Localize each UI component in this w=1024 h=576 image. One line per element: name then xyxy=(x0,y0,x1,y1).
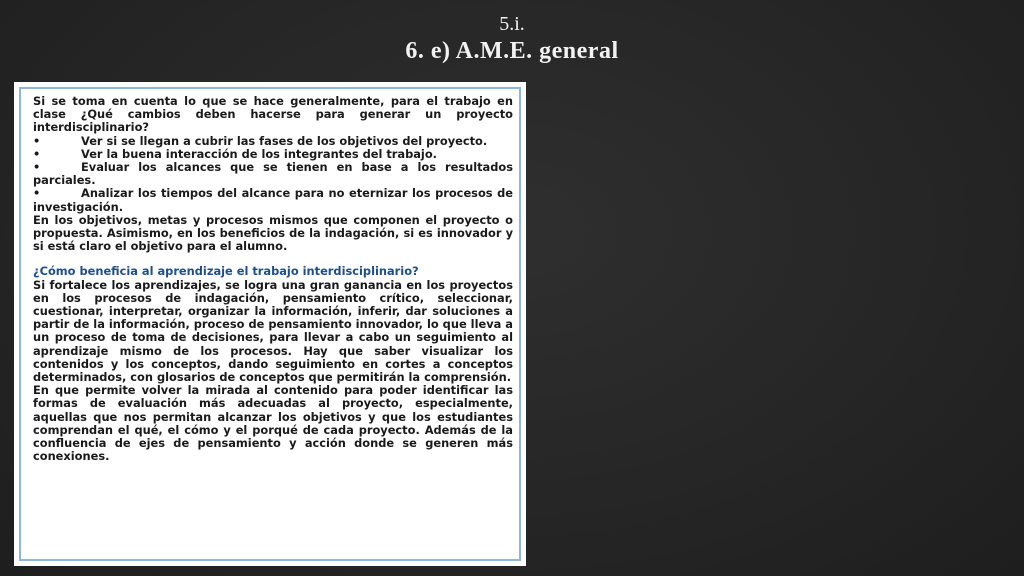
bullet-text: Ver la buena interacción de los integrantes del trabajo. xyxy=(81,146,437,161)
bullet-item xyxy=(33,187,513,213)
bullet-icon: • xyxy=(33,146,41,161)
question-1: Si se toma en cuenta lo que se hace generalmente, para el trabajo en clase ¿Qué cambios deben hacerse para generar un proyecto interdisciplinario? xyxy=(33,94,513,135)
document-frame xyxy=(19,87,521,561)
document-image xyxy=(14,82,526,566)
paragraph-2: Si fortalece los aprendizajes, se logra una gran ganancia en los proyectos en los procesos de indagación, pensamiento crítico, seleccionar, cuestionar, interpretar, organizar la información, inferir, dar soluciones a partir de la información, proceso de pensamiento innovador, lo que lleva a un proceso de toma de decisiones, para llevar a cabo un seguimiento al aprendizaje mismo de los procesos. Hay que saber visualizar los contenidos y los conceptos, dando seguimiento en cortes a conceptos determinados, con glosarios de conceptos que permitirán la comprensión. xyxy=(33,277,513,385)
bullet-text: Evaluar los alcances que se tienen en base a los resultados parciales. xyxy=(33,160,513,188)
bullet-icon: • xyxy=(33,160,41,175)
paragraph-1: En los objetivos, metas y procesos mismos que componen el proyecto o propuesta. Asimismo, en los beneficios de la indagación, si es innovador y si está claro el objetivo para el alumno. xyxy=(33,212,513,254)
question-2: ¿Cómo beneficia al aprendizaje el trabajo interdisciplinario? xyxy=(33,264,419,279)
slide-subtitle: 5.i. xyxy=(499,13,525,35)
bullet-text: Ver si se llegan a cubrir las fases de los objetivos del proyecto. xyxy=(81,133,488,148)
bullet-icon: • xyxy=(33,186,41,201)
bullet-item xyxy=(33,161,513,187)
slide-title: 6. e) A.M.E. general xyxy=(405,38,619,64)
bullet-icon: • xyxy=(33,133,41,148)
slide-header xyxy=(0,12,1024,66)
bullet-text: Analizar los tiempos del alcance para no eternizar los procesos de investigación. xyxy=(33,186,513,214)
paragraph-3: En que permite volver la mirada al contenido para poder identificar las formas de evaluación más adecuadas al proyecto, especialmente, aquellas que nos permitan alcanzar los objetivos y que los estudiantes comprendan el qué, el cómo y el porqué de cada proyecto. Además de la confluencia de ejes de pensamiento y acción donde se generen más conexiones. xyxy=(33,383,513,464)
